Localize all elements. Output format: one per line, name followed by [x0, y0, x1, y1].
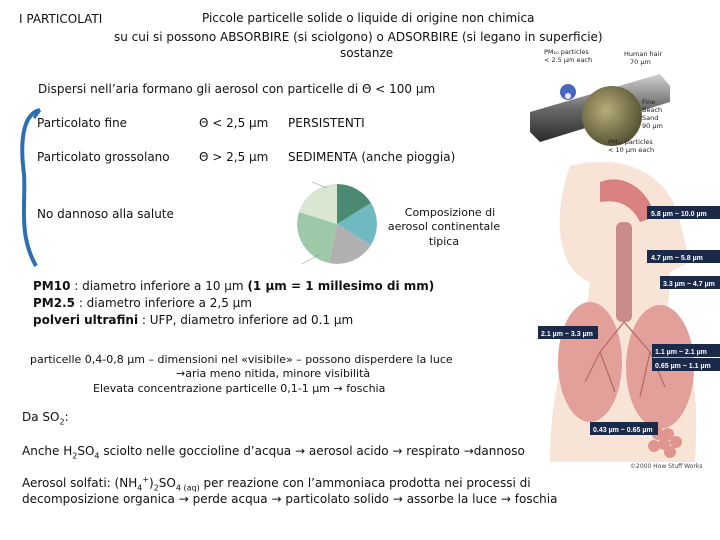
title-line-1: Piccole particelle solide o liquide di origine non chimica: [202, 11, 535, 25]
row-type-coarse: Particolato grossolano: [37, 150, 170, 164]
particle-size-figure: [530, 44, 670, 162]
pie-caption-2: aerosol continentale: [387, 220, 501, 233]
svg-text:0.65 µm ~ 1.1 µm: 0.65 µm ~ 1.1 µm: [655, 363, 711, 370]
svg-text:PM₁₀ particles: PM₁₀ particles: [544, 48, 589, 56]
pie-caption-3: tipica: [428, 235, 460, 248]
sand-grain-icon: [582, 86, 642, 146]
pm10-definition: PM10 : diametro inferiore a 10 µm (1 µm = 1 millesimo di mm): [33, 279, 435, 293]
svg-text:< 2.5 µm each: < 2.5 µm each: [544, 56, 593, 64]
svg-text:PM₁₀ particles: PM₁₀ particles: [608, 138, 653, 146]
svg-text:3.3 µm ~ 4.7 µm: 3.3 µm ~ 4.7 µm: [663, 281, 715, 288]
row-type-harmless: No dannoso alla salute: [37, 207, 174, 221]
svg-text:90 µm: 90 µm: [642, 122, 663, 130]
svg-text:4.7 µm ~ 5.8 µm: 4.7 µm ~ 5.8 µm: [651, 255, 703, 262]
svg-text:Sand: Sand: [642, 114, 659, 122]
row-size-coarse: Θ > 2,5 µm: [199, 150, 269, 164]
svg-text:1.1 µm ~ 2.1 µm: 1.1 µm ~ 2.1 µm: [655, 349, 707, 356]
section-label: I PARTICOLATI: [19, 12, 103, 26]
svg-text:70 µm: 70 µm: [630, 58, 651, 66]
ultrafine-definition: polveri ultrafini : UFP, diametro inferiore ad 0.1 µm: [33, 313, 354, 327]
svg-text:Fine: Fine: [642, 98, 656, 106]
row-type-fine: Particolato fine: [37, 116, 128, 130]
intro-text: Dispersi nell’aria formano gli aerosol con particelle di Θ < 100 µm: [38, 82, 436, 96]
svg-text:Beach: Beach: [642, 106, 663, 114]
respiratory-tract-figure: [530, 162, 720, 472]
svg-text:< 10 µm each: < 10 µm each: [608, 146, 655, 154]
svg-text:5.8 µm ~ 10.0 µm: 5.8 µm ~ 10.0 µm: [651, 211, 707, 218]
sulfates-line-1: Aerosol solfati: $(NH_4^+)_2SO_{4 (aq)}$ per reazione con l’ammoniaca prodotta nei processi di: [22, 475, 531, 493]
visible-line-1: particelle 0,4-0,8 µm – dimensioni nel «visibile» – possono disperdere la luce: [30, 353, 453, 366]
visible-line-3: Elevata concentrazione particelle 0,1-1 µm → foschia: [93, 382, 386, 395]
visible-line-2: →aria meno nitida, minore visibilità: [176, 367, 371, 380]
pie-caption-1: Composizione di: [404, 206, 496, 219]
svg-text:©2000 How Stuff Works: ©2000 How Stuff Works: [630, 463, 703, 470]
pm25-definition: PM2.5 : diametro inferiore a 2,5 µm: [33, 296, 252, 310]
row-note-coarse: SEDIMENTA (anche pioggia): [288, 150, 456, 164]
svg-text:2.1 µm ~ 3.3 µm: 2.1 µm ~ 3.3 µm: [541, 331, 593, 338]
svg-text:Human hair: Human hair: [624, 50, 663, 58]
title-line-2: su cui si possono ABSORBIRE (si sciolgono) o ADSORBIRE (si legano in superficie): [114, 30, 603, 44]
svg-text:0.43 µm ~ 0.65 µm: 0.43 µm ~ 0.65 µm: [593, 427, 653, 434]
row-size-fine: Θ < 2,5 µm: [199, 116, 269, 130]
row-note-fine: PERSISTENTI: [288, 116, 365, 130]
so2-line: Anche $H_2SO_4$ sciolto nelle goccioline d’acqua → aerosol acido → respirato →dannoso: [22, 444, 525, 461]
title-line-3: sostanze: [340, 46, 394, 60]
sulfates-line-2: decomposizione organica → perde acqua → particolato solido → assorbe la luce → foschia: [22, 492, 558, 506]
so2-heading: Da $SO_2$:: [22, 410, 69, 427]
left-lung-icon: [558, 302, 622, 422]
